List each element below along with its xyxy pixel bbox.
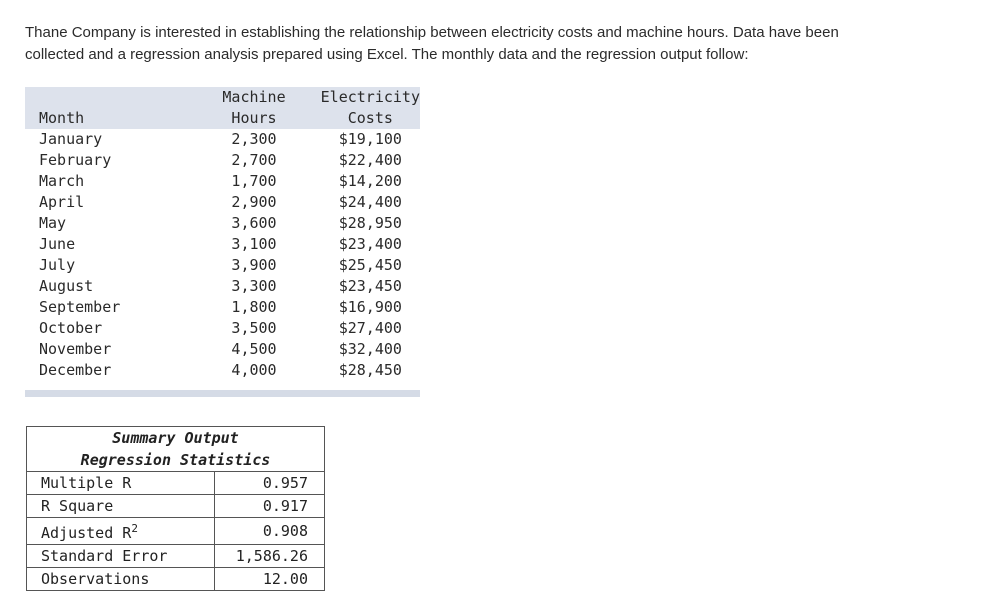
month-cell: January — [39, 130, 103, 148]
hours-cell: 2,700 — [231, 151, 277, 169]
cost-cell: $16,900 — [338, 298, 402, 316]
intro-line-1: Thane Company is interested in establishing the relationship between electricity costs and machine hours. Data have been — [25, 24, 839, 41]
monthly-data-table — [25, 87, 420, 381]
cost-cell: $23,400 — [338, 235, 402, 253]
cost-cell: $28,950 — [338, 214, 402, 232]
month-cell: June — [39, 235, 76, 253]
month-cell: February — [39, 151, 112, 169]
header-month: Month — [39, 109, 85, 127]
summary-label — [27, 518, 215, 545]
month-cell: September — [39, 298, 121, 316]
hours-cell: 1,700 — [231, 172, 277, 190]
cost-cell: $27,400 — [338, 319, 402, 337]
cost-cell: $24,400 — [338, 193, 402, 211]
intro-line-2: collected and a regression analysis prepared using Excel. The monthly data and the regression output follow: — [25, 46, 749, 63]
table-row — [25, 213, 420, 234]
table-row — [25, 150, 420, 171]
table-row — [25, 255, 420, 276]
table-row — [25, 297, 420, 318]
summary-label-text: Observations — [41, 570, 150, 588]
summary-label-text: Adjusted R — [41, 524, 132, 542]
monthly-data-body — [25, 129, 420, 381]
cost-cell: $22,400 — [338, 151, 402, 169]
month-cell: October — [39, 319, 103, 337]
table-row — [25, 192, 420, 213]
hours-cell: 2,300 — [231, 130, 277, 148]
hours-cell: 3,300 — [231, 277, 277, 295]
summary-label — [27, 545, 215, 568]
cost-cell: $14,200 — [338, 172, 402, 190]
summary-label-text: Multiple R — [41, 474, 132, 492]
month-cell: December — [39, 361, 112, 379]
summary-title: Summary Output — [27, 427, 325, 450]
table-footer-bar — [25, 390, 420, 397]
summary-label-text: R Square — [41, 497, 114, 515]
summary-label — [27, 472, 215, 495]
summary-value: 12.00 — [215, 568, 325, 591]
month-cell: April — [39, 193, 85, 211]
summary-label — [27, 568, 215, 591]
header-row-top — [25, 87, 420, 108]
summary-value: 1,586.26 — [215, 545, 325, 568]
summary-row — [27, 495, 325, 518]
header-hours-bottom: Hours — [231, 109, 277, 127]
hours-cell: 3,600 — [231, 214, 277, 232]
summary-row — [27, 472, 325, 495]
month-cell: November — [39, 340, 112, 358]
table-row — [25, 171, 420, 192]
table-row — [25, 129, 420, 150]
hours-cell: 3,900 — [231, 256, 277, 274]
hours-cell: 4,000 — [231, 361, 277, 379]
summary-label — [27, 495, 215, 518]
summary-value: 0.908 — [215, 518, 325, 545]
header-hours-top: Machine — [222, 88, 286, 106]
summary-stats-body — [27, 472, 325, 591]
summary-subtitle: Regression Statistics — [27, 449, 325, 472]
header-cost-top: Electricity — [320, 88, 420, 106]
header-cost-bottom: Costs — [347, 109, 393, 127]
cost-cell: $25,450 — [338, 256, 402, 274]
table-row — [25, 276, 420, 297]
hours-cell: 2,900 — [231, 193, 277, 211]
cost-cell: $19,100 — [338, 130, 402, 148]
hours-cell: 3,100 — [231, 235, 277, 253]
hours-cell: 4,500 — [231, 340, 277, 358]
month-cell: August — [39, 277, 94, 295]
table-row — [25, 318, 420, 339]
header-row-bottom — [25, 108, 420, 129]
summary-value: 0.957 — [215, 472, 325, 495]
hours-cell: 1,800 — [231, 298, 277, 316]
superscript: 2 — [131, 522, 138, 535]
month-cell: July — [39, 256, 76, 274]
summary-row — [27, 545, 325, 568]
table-row — [25, 360, 420, 381]
hours-cell: 3,500 — [231, 319, 277, 337]
summary-value: 0.917 — [215, 495, 325, 518]
month-cell: May — [39, 214, 67, 232]
table-row — [25, 339, 420, 360]
month-cell: March — [39, 172, 85, 190]
cost-cell: $23,450 — [338, 277, 402, 295]
summary-label-text: Standard Error — [41, 547, 168, 565]
monthly-data-table-wrap — [25, 87, 420, 381]
summary-row — [27, 518, 325, 545]
summary-row — [27, 568, 325, 591]
cost-cell: $28,450 — [338, 361, 402, 379]
summary-output-table — [26, 426, 325, 591]
table-row — [25, 234, 420, 255]
problem-intro — [25, 22, 925, 66]
cost-cell: $32,400 — [338, 340, 402, 358]
